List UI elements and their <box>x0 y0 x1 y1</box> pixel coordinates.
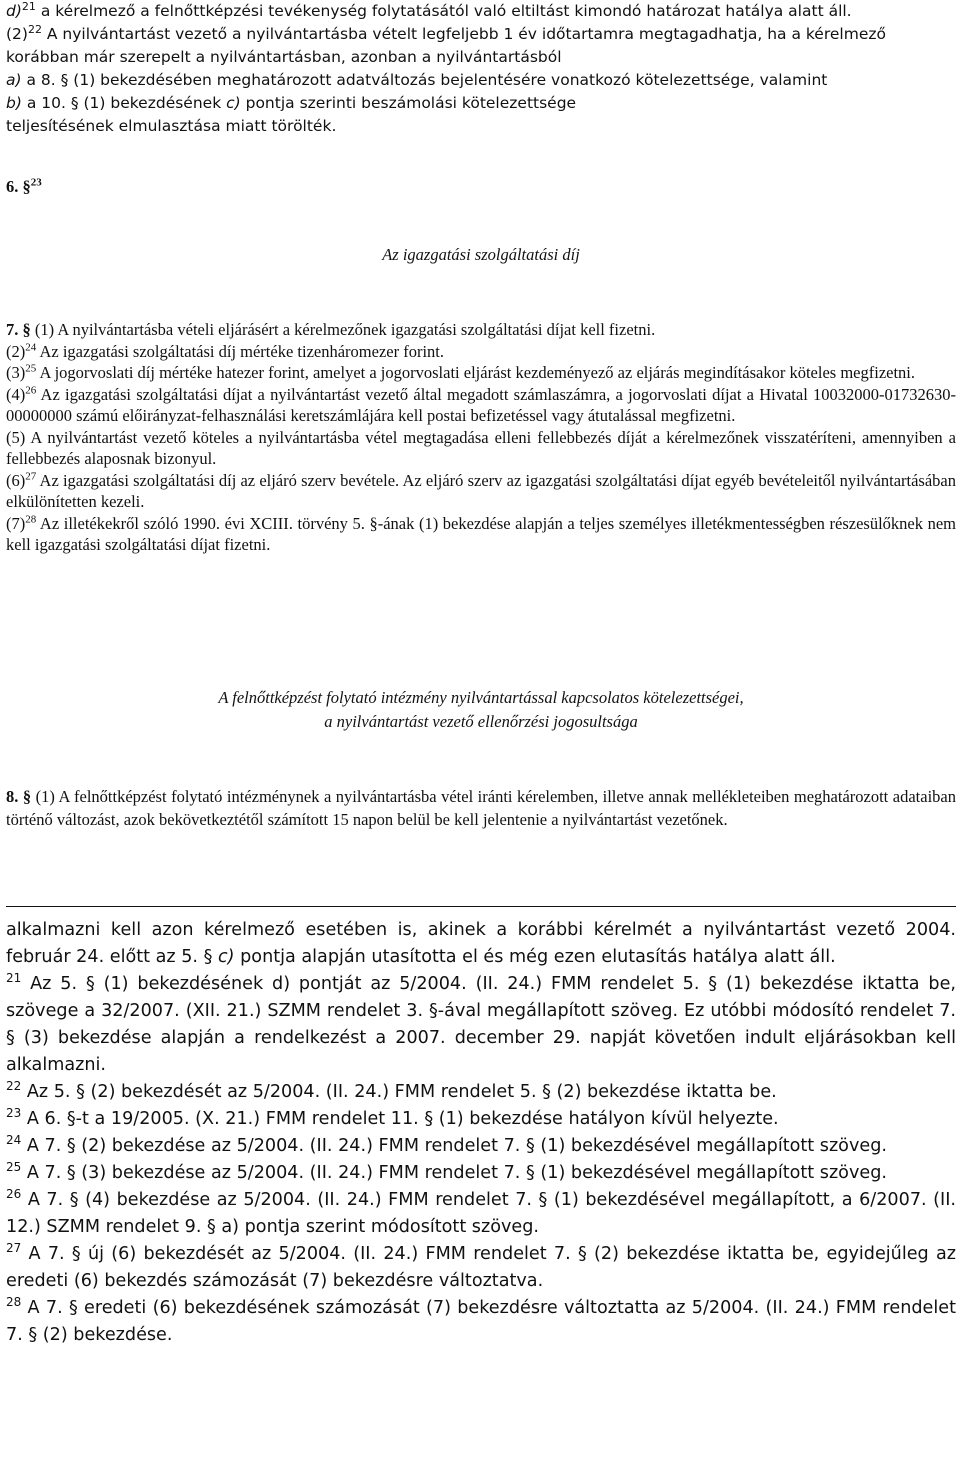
section-6 <box>6 176 956 198</box>
footnote-ref-21[interactable]: 21 <box>21 0 36 13</box>
footnote-text: A 7. § (2) bekezdése az 5/2004. (II. 24.) FMM rendelet 7. § (1) bekezdésével megállapított szöveg. <box>21 1136 887 1156</box>
paragraph-5-2: $(2)^{22}$ A nyilvántartást vezető a nyilvántartásba vételt legfeljebb 1 év időtartamra megtagadhatja, ha a kérelmező korábban már szerepelt a nyilvántartásban, azonban a nyilvántartásból <box>6 22 886 66</box>
footnote-text: A 6. §-t a 19/2005. (X. 21.) FMM rendelet 11. § (1) bekezdése hatályon kívül helyezte. <box>21 1109 779 1129</box>
footnote-number: 27 <box>6 1241 22 1256</box>
footnote-26 <box>6 1187 956 1241</box>
footnote-number: 24 <box>6 1133 22 1148</box>
section-6-heading: 6. §$^{23}$ <box>6 176 42 196</box>
footnote-24 <box>6 1133 956 1160</box>
point-b: b) a 10. § (1) bekezdésének c) pontja szerinti beszámolási kötelezettsége <box>6 94 577 112</box>
footnote-ref-26[interactable]: 26 <box>25 384 37 396</box>
point-a: a) a 8. § (1) bekezdésében meghatározott adatváltozás bejelentésére vonatkozó kötelezettsége, valamint <box>6 71 828 89</box>
footnote-text: Az 5. § (1) bekezdésének d) pontját az 5/2004. (II. 24.) FMM rendelet 5. § (1) bekezdése iktatta be, szövege a 32/2007. (XII. 21.) SZMM rendelet 3. §-ával megállapított szöveg. Ez utóbbi módosító rendelet 7. § (3) bekezdése alapján a rendelkezést a 2007. december 29. napját követően indult eljárásokban kell alkalmazni. <box>6 974 956 1075</box>
paragraph-7-4: $(4)^{26}$ Az igazgatási szolgáltatási díjat a nyilvántartást vezető által megadott számlaszámra, a jogorvoslati díjat a Hivatal 10032000-01732630-00000000 számú előirányzat-felhasználási keretszámlájára kell postai befizetéssel vagy átutalással megfizetni. <box>6 384 956 425</box>
footnote-ref-25[interactable]: 25 <box>25 362 37 375</box>
footnote-text: A 7. § (3) bekezdése az 5/2004. (II. 24.) FMM rendelet 7. § (1) bekezdésével megállapított szöveg. <box>21 1163 887 1183</box>
footnote-25 <box>6 1160 956 1187</box>
section-7 <box>6 319 956 556</box>
paragraph-7-7: $(7)^{28}$ Az illetékekről szóló 1990. évi XCIII. törvény 5. §-ának (1) bekezdése alapján a teljes személyes illetékmentességben részesülőknek nem kell igazgatási szolgáltatási díjat fizetni. <box>6 513 956 554</box>
paragraph-8-1: 8. § (1) A felnőttképzést folytató intézménynek a nyilvántartásba vétel iránti kérelemben, illetve annak mellékleteiben meghatározott adataiban történő változást, azok bekövetkeztétől számított 15 napon belül be kell jelentenie a nyilvántartást vezetőnek. <box>6 787 956 829</box>
footnote-continuation: alkalmazni kell azon kérelmező esetében is, akinek a korábbi kérelmét a nyilvántartást vezető 2004. február 24. előtt az 5. § c) pontja alapján utasította el és még ezen elutasítás hatálya alatt áll. <box>6 920 956 967</box>
point-d: d)$^{21}$ a kérelmező a felnőttképzési tevékenység folytatásától való eltiltást kimondó határozat hatálya alatt áll. <box>6 0 852 20</box>
paragraph-7-6: $(6)^{27}$ Az igazgatási szolgáltatási díj az eljáró szerv bevétele. Az eljáró szerv az igazgatási szolgáltatási díjat egyéb bevételeitől nyilvántartásában elkülönítetten kezeli. <box>6 470 956 511</box>
footnote-28 <box>6 1295 956 1349</box>
point-b-cont: teljesítésének elmulasztása miatt törölték. <box>6 117 337 135</box>
footnote-number: 28 <box>6 1295 22 1310</box>
footnote-number: 23 <box>6 1106 22 1121</box>
paragraph-7-5: (5) A nyilvántartást vezető köteles a nyilvántartásba vétel megtagadása elleni fellebbezés díját a kérelmezőnek visszatéríteni, amennyiben a fellebbezés alaposnak bizonyul. <box>6 427 956 468</box>
paragraph-7-1: 7. § (1) A nyilvántartásba vételi eljárásért a kérelmezőnek igazgatási szolgáltatási díjat kell fizetni. <box>6 320 656 339</box>
footnote-ref-23[interactable]: 23 <box>30 176 42 189</box>
footnote-separator <box>6 906 956 907</box>
footnote-text: A 7. § új (6) bekezdését az 5/2004. (II. 24.) FMM rendelet 7. § (2) bekezdése iktatta be, egyidejűleg az eredeti (6) bekezdés számozását (7) bekezdésre változtatva. <box>6 1244 956 1291</box>
footnote-text: Az 5. § (2) bekezdését az 5/2004. (II. 24.) FMM rendelet 5. § (2) bekezdése iktatta be. <box>21 1082 777 1102</box>
footnote-number: 26 <box>6 1187 22 1202</box>
footnotes <box>6 917 956 1349</box>
footnote-22 <box>6 1079 956 1106</box>
footnote-21 <box>6 971 956 1079</box>
paragraph-7-2: $(2)^{24}$ Az igazgatási szolgáltatási díj mértéke tizenháromezer forint. <box>6 341 444 361</box>
section-8-title: A felnőttképzést folytató intézmény nyilvántartással kapcsolatos kötelezettségei, a nyilvántartást vezető ellenőrzési jogosultsága <box>218 688 744 731</box>
footnote-23 <box>6 1106 956 1133</box>
footnote-ref-28[interactable]: 28 <box>25 513 37 525</box>
footnote-number: 22 <box>6 1079 22 1094</box>
footnote-number: 25 <box>6 1160 22 1175</box>
footnote-ref-27[interactable]: 27 <box>25 470 37 482</box>
footnote-ref-22[interactable]: 22 <box>27 22 42 36</box>
footnote-ref-24[interactable]: 24 <box>25 341 37 353</box>
section-5-continuation <box>6 0 956 138</box>
footnote-text: A 7. § eredeti (6) bekezdésének számozását (7) bekezdésre változtatta az 5/2004. (II. 24.) FMM rendelet 7. § (2) bekezdése. <box>6 1298 956 1345</box>
section-6-title: Az igazgatási szolgáltatási díj <box>382 245 580 264</box>
footnote-list <box>6 971 956 1349</box>
footnote-text: A 7. § (4) bekezdése az 5/2004. (II. 24.) FMM rendelet 7. § (1) bekezdésével megállapított, a 6/2007. (II. 12.) SZMM rendelet 9. § a) pontja szerint módosított szöveg. <box>6 1190 956 1237</box>
footnote-number: 21 <box>6 971 22 986</box>
footnote-27 <box>6 1241 956 1295</box>
paragraph-7-3: $(3)^{25}$ A jogorvoslati díj mértéke hatezer forint, amelyet a jogorvoslati eljárást kezdeményező az eljárás megindításakor köteles megfizetni. <box>6 362 916 382</box>
section-8 <box>6 785 956 831</box>
